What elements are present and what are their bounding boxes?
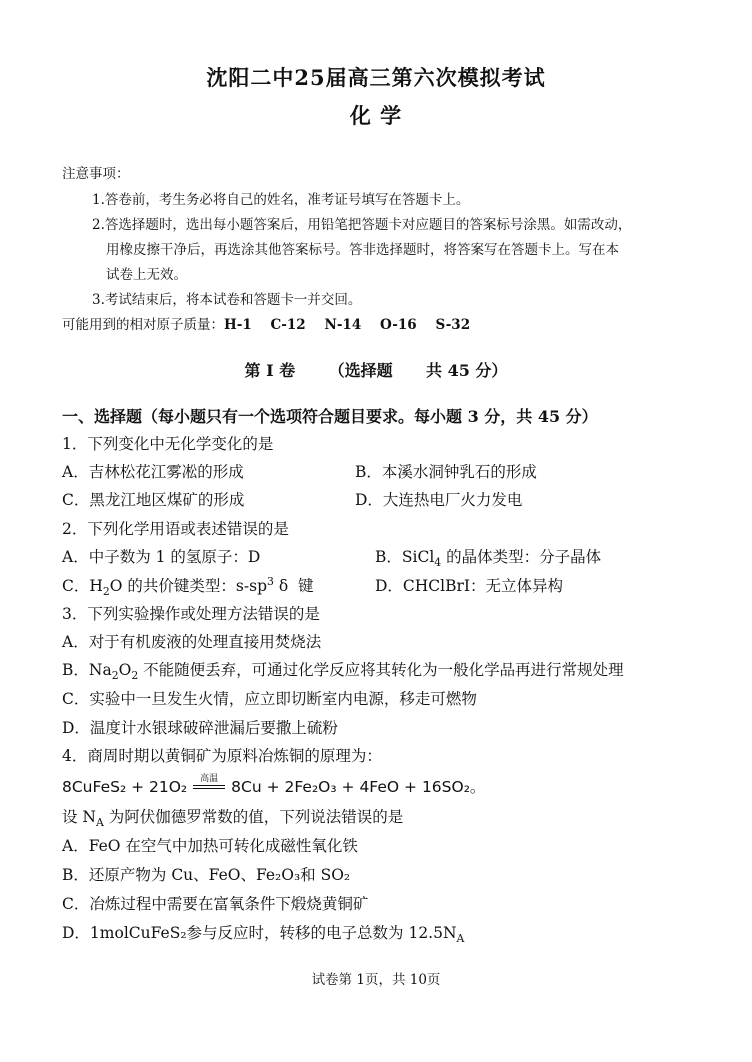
atomic-mass-line bbox=[62, 313, 470, 333]
q1-option-a: A．吉林松花江雾凇的形成 bbox=[62, 463, 244, 481]
q3-option-d: D．温度计水银球破碎泄漏后要撒上硫粉 bbox=[62, 719, 338, 737]
q2-option-a: A．中子数为 1 的氢原子：D bbox=[62, 548, 261, 566]
volume-title: 第 I 卷 （选择题 共 45 分） bbox=[244, 361, 508, 380]
equation-right: 8Cu + 2Fe₂O₃ + 4FeO + 16SO₂。 bbox=[231, 778, 486, 796]
subject-title: 化 学 bbox=[349, 103, 403, 128]
q1-stem: 1．下列变化中无化学变化的是 bbox=[62, 435, 274, 453]
notice-item-2-end: 试卷上无效。 bbox=[106, 267, 187, 283]
q4-setup: 设 $N_A$ 为阿伏伽德罗常数的值，下列说法错误的是 bbox=[62, 808, 404, 830]
q4-option-b: B．还原产物为 Cu、FeO、Fe₂O₃和 SO₂ bbox=[62, 866, 351, 884]
equilibrium-arrow bbox=[191, 774, 227, 793]
q1-option-c: C．黑龙江地区煤矿的形成 bbox=[62, 491, 245, 509]
equation-left: 8CuFeS₂ + 21O₂ bbox=[62, 778, 188, 796]
q4-equation bbox=[62, 775, 485, 797]
q4-option-d: D．1molCuFeS₂参与反应时，转移的电子总数为 $12.5N_A$ bbox=[62, 924, 465, 946]
page-footer: 试卷第 1页，共 10页 bbox=[311, 972, 441, 988]
q2-option-d: D．CHClBrI：无立体异构 bbox=[375, 577, 564, 595]
q3-stem: 3．下列实验操作或处理方法错误的是 bbox=[62, 605, 320, 623]
q4-option-c: C．冶炼过程中需要在富氧条件下煅烧黄铜矿 bbox=[62, 895, 369, 913]
q3-option-a: A．对于有机废液的处理直接用焚烧法 bbox=[62, 633, 322, 651]
q2-option-c: C．$H_2O$ 的共价键类型：$s-sp^3$ δ 键 bbox=[62, 574, 314, 599]
atomic-mass-values: H-1 C-12 N-14 O-16 S-32 bbox=[224, 317, 471, 333]
part-title: 一、选择题（每小题只有一个选项符合题目要求。每小题 3 分，共 45 分） bbox=[62, 407, 598, 426]
notice-item-1: 1.答卷前，考生务必将自己的姓名，准考证号填写在答题卡上。 bbox=[92, 192, 470, 208]
q2-stem: 2．下列化学用语或表述错误的是 bbox=[62, 520, 289, 538]
exam-title: 沈阳二中25届高三第六次模拟考试 bbox=[206, 65, 546, 90]
reaction-condition: 高温 bbox=[200, 774, 219, 784]
q4-option-a: A．FeO 在空气中加热可转化成磁性氧化铁 bbox=[62, 837, 358, 855]
q2-option-b: B．SiCl$_4$ 的晶体类型：分子晶体 bbox=[375, 548, 602, 570]
atomic-mass-label: 可能用到的相对原子质量： bbox=[62, 317, 224, 333]
q1-option-b: B．本溪水洞钟乳石的形成 bbox=[355, 463, 537, 481]
notice-heading: 注意事项： bbox=[62, 166, 130, 182]
notice-item-2-cont: 用橡皮擦干净后，再选涂其他答案标号。答非选择题时，将答案写在答题卡上。写在本 bbox=[106, 242, 619, 258]
q3-option-c: C．实验中一旦发生火情，应立即切断室内电源，移走可燃物 bbox=[62, 690, 477, 708]
q1-option-d: D．大连热电厂火力发电 bbox=[355, 491, 523, 509]
q4-stem: 4．商周时期以黄铜矿为原料冶炼铜的原理为： bbox=[62, 747, 382, 765]
q3-option-b: B．$Na_2O_2$ 不能随便丢弃，可通过化学反应将其转化为一般化学品再进行常规处理 bbox=[62, 661, 624, 683]
notice-item-3: 3.考试结束后，将本试卷和答题卡一并交回。 bbox=[92, 292, 362, 308]
notice-item-2: 2.答选择题时，选出每小题答案后，用铅笔把答题卡对应题目的答案标号涂黑。如需改动， bbox=[92, 217, 632, 233]
